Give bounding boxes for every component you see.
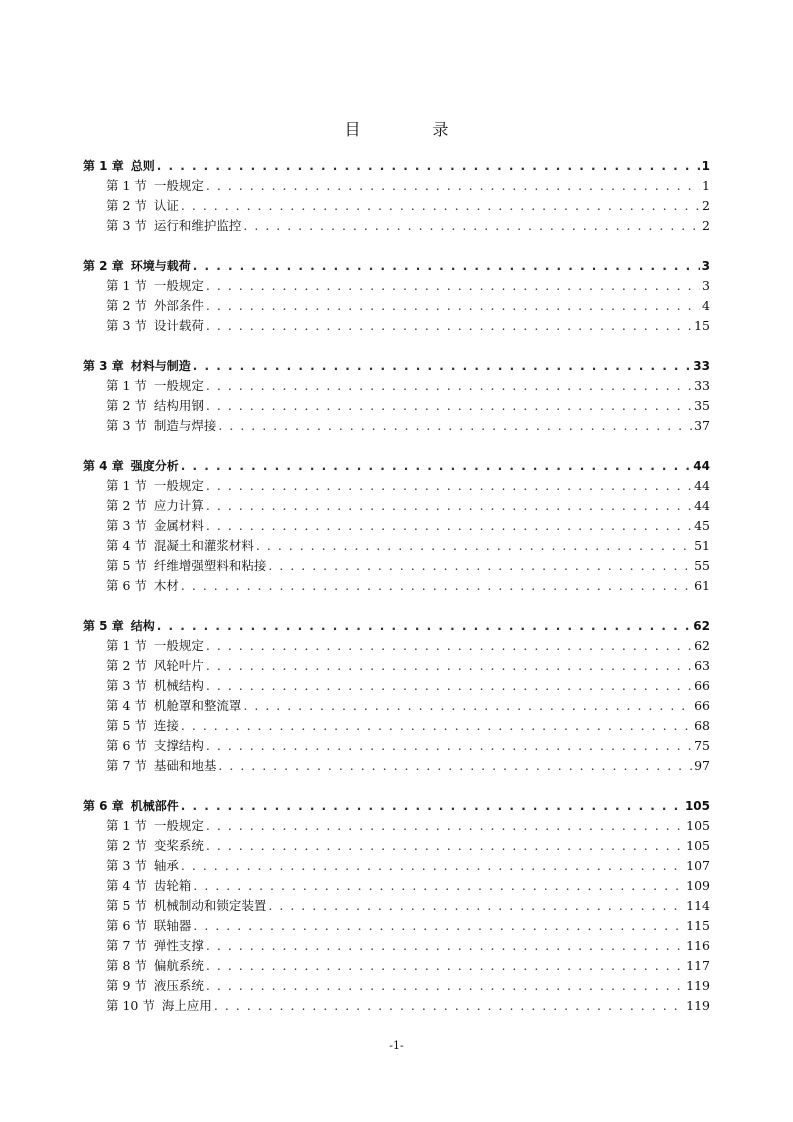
chapter-label — [83, 156, 155, 176]
toc-section-entry[interactable] — [83, 976, 710, 996]
section-label — [106, 376, 204, 396]
section-label — [106, 636, 204, 656]
dot-leader — [181, 196, 700, 216]
section-number: 第 1 节 — [106, 818, 147, 833]
chapter-title: 结构 — [130, 619, 155, 633]
section-title: 制造与焊接 — [153, 418, 217, 433]
chapter-number: 第 4 章 — [83, 459, 124, 473]
section-number: 第 1 节 — [106, 178, 147, 193]
section-title: 变桨系统 — [153, 838, 204, 853]
chapter-group — [83, 156, 710, 236]
section-label — [106, 976, 204, 996]
page-ref: 119 — [686, 998, 710, 1013]
dot-leader — [206, 936, 684, 956]
toc-section-entry[interactable] — [83, 196, 710, 216]
section-title: 金属材料 — [153, 518, 204, 533]
toc-section-entry[interactable] — [83, 296, 710, 316]
dot-leader — [243, 216, 700, 236]
section-number: 第 5 节 — [106, 898, 147, 913]
toc-section-entry[interactable] — [83, 836, 710, 856]
page-ref: 2 — [702, 198, 710, 213]
section-title: 认证 — [153, 198, 179, 213]
section-label — [106, 956, 204, 976]
page-ref: 1 — [702, 178, 710, 193]
toc-section-entry[interactable] — [83, 696, 710, 716]
page-ref: 114 — [686, 898, 710, 913]
section-number: 第 5 节 — [106, 718, 147, 733]
section-title: 一般规定 — [153, 178, 204, 193]
section-label — [106, 756, 216, 776]
section-label — [106, 936, 204, 956]
section-label — [106, 536, 254, 556]
toc-section-entry[interactable] — [83, 536, 710, 556]
section-number: 第 1 节 — [106, 478, 147, 493]
section-number: 第 3 节 — [106, 858, 147, 873]
section-label — [106, 476, 204, 496]
section-label — [106, 176, 204, 196]
section-number: 第 9 节 — [106, 978, 147, 993]
toc-section-entry[interactable] — [83, 716, 710, 736]
page-ref: 97 — [694, 758, 710, 773]
toc-section-entry[interactable] — [83, 516, 710, 536]
chapter-number: 第 6 章 — [83, 799, 124, 813]
chapter-number: 第 1 章 — [83, 159, 124, 173]
toc-chapter-entry[interactable] — [83, 156, 710, 176]
section-title: 混凝土和灌浆材料 — [153, 538, 254, 553]
dot-leader — [181, 856, 684, 876]
dot-leader — [218, 756, 692, 776]
page-ref: 107 — [686, 858, 710, 873]
dot-leader — [206, 976, 684, 996]
section-label — [106, 496, 204, 516]
toc-section-entry[interactable] — [83, 676, 710, 696]
toc-section-entry[interactable] — [83, 956, 710, 976]
dot-leader — [268, 896, 684, 916]
dot-leader — [206, 276, 700, 296]
section-number: 第 5 节 — [106, 558, 147, 573]
toc-section-entry[interactable] — [83, 916, 710, 936]
section-number: 第 3 节 — [106, 418, 147, 433]
page-ref: 15 — [694, 318, 710, 333]
dot-leader — [157, 156, 700, 176]
toc-chapter-entry[interactable] — [83, 796, 710, 816]
dot-leader — [206, 496, 692, 516]
dot-leader — [206, 296, 700, 316]
dot-leader — [206, 676, 692, 696]
table-of-contents — [83, 156, 710, 1036]
section-number: 第 3 节 — [106, 218, 147, 233]
dot-leader — [206, 816, 684, 836]
section-title: 齿轮箱 — [153, 878, 192, 893]
page-ref: 62 — [693, 619, 710, 633]
section-label — [106, 696, 241, 716]
section-label — [106, 556, 266, 576]
toc-section-entry[interactable] — [83, 996, 710, 1016]
section-title: 一般规定 — [153, 478, 204, 493]
section-title: 机械制动和锁定装置 — [153, 898, 267, 913]
section-label — [106, 216, 241, 236]
chapter-label — [83, 456, 179, 476]
section-number: 第 2 节 — [106, 298, 147, 313]
chapter-group — [83, 256, 710, 336]
section-label — [106, 856, 179, 876]
dot-leader — [206, 476, 692, 496]
section-number: 第 6 节 — [106, 578, 147, 593]
section-title: 轴承 — [153, 858, 179, 873]
toc-section-entry[interactable] — [83, 816, 710, 836]
toc-section-entry[interactable] — [83, 576, 710, 596]
chapter-label — [83, 616, 155, 636]
dot-leader — [206, 656, 692, 676]
page-ref: 45 — [694, 518, 710, 533]
toc-section-entry[interactable] — [83, 276, 710, 296]
section-label — [106, 816, 204, 836]
dot-leader — [206, 836, 684, 856]
dot-leader — [206, 316, 692, 336]
toc-section-entry[interactable] — [83, 416, 710, 436]
toc-chapter-entry[interactable] — [83, 356, 710, 376]
section-label — [106, 876, 191, 896]
section-title: 运行和维护监控 — [153, 218, 242, 233]
section-title: 液压系统 — [153, 978, 204, 993]
section-label — [106, 316, 204, 336]
page-ref: 44 — [694, 478, 710, 493]
section-label — [106, 576, 179, 596]
dot-leader — [181, 456, 692, 476]
dot-leader — [193, 356, 692, 376]
section-label — [106, 716, 179, 736]
page-ref: 109 — [686, 878, 710, 893]
page-ref: 66 — [694, 678, 710, 693]
page-ref: 51 — [694, 538, 710, 553]
chapter-group — [83, 356, 710, 436]
page-ref: 33 — [694, 378, 710, 393]
section-number: 第 1 节 — [106, 278, 147, 293]
dot-leader — [181, 716, 692, 736]
page-ref: 3 — [702, 278, 710, 293]
dot-leader — [181, 796, 683, 816]
toc-section-entry[interactable] — [83, 876, 710, 896]
section-number: 第 7 节 — [106, 758, 147, 773]
section-label — [106, 416, 216, 436]
section-number: 第 10 节 — [106, 998, 155, 1013]
dot-leader — [214, 996, 684, 1016]
section-title: 支撑结构 — [153, 738, 204, 753]
section-label — [106, 996, 212, 1016]
page-ref: 62 — [694, 638, 710, 653]
toc-section-entry[interactable] — [83, 736, 710, 756]
toc-chapter-entry[interactable] — [83, 256, 710, 276]
section-number: 第 4 节 — [106, 698, 147, 713]
section-number: 第 1 节 — [106, 638, 147, 653]
section-title: 基础和地基 — [153, 758, 217, 773]
dot-leader — [206, 376, 692, 396]
section-number: 第 7 节 — [106, 938, 147, 953]
dot-leader — [206, 176, 700, 196]
dot-leader — [243, 696, 692, 716]
page-ref: 55 — [694, 558, 710, 573]
toc-section-entry[interactable] — [83, 556, 710, 576]
chapter-title: 环境与载荷 — [130, 259, 191, 273]
section-title: 风轮叶片 — [153, 658, 204, 673]
section-number: 第 2 节 — [106, 498, 147, 513]
section-title: 偏航系统 — [153, 958, 204, 973]
page-ref: 3 — [701, 259, 710, 273]
chapter-group — [83, 616, 710, 776]
section-title: 连接 — [153, 718, 179, 733]
chapter-title: 总则 — [130, 159, 155, 173]
page-ref: 105 — [686, 838, 710, 853]
dot-leader — [193, 876, 684, 896]
section-title: 应力计算 — [153, 498, 204, 513]
section-title: 一般规定 — [153, 378, 204, 393]
section-number: 第 3 节 — [106, 678, 147, 693]
page-ref: 75 — [694, 738, 710, 753]
toc-chapter-entry[interactable] — [83, 456, 710, 476]
chapter-label — [83, 796, 179, 816]
chapter-group — [83, 796, 710, 1016]
section-label — [106, 736, 204, 756]
dot-leader — [157, 616, 692, 636]
page-ref: 105 — [686, 818, 710, 833]
section-number: 第 8 节 — [106, 958, 147, 973]
toc-section-entry[interactable] — [83, 176, 710, 196]
section-title: 一般规定 — [153, 638, 204, 653]
toc-section-entry[interactable] — [83, 396, 710, 416]
section-title: 外部条件 — [153, 298, 204, 313]
toc-section-entry[interactable] — [83, 216, 710, 236]
chapter-label — [83, 256, 191, 276]
dot-leader — [206, 396, 692, 416]
toc-section-entry[interactable] — [83, 636, 710, 656]
page-ref: 117 — [686, 958, 710, 973]
page-ref: 33 — [693, 359, 710, 373]
toc-chapter-entry[interactable] — [83, 616, 710, 636]
section-label — [106, 296, 204, 316]
page-ref: 2 — [702, 218, 710, 233]
dot-leader — [206, 636, 692, 656]
chapter-title: 强度分析 — [130, 459, 179, 473]
section-number: 第 4 节 — [106, 878, 147, 893]
page-ref: 115 — [686, 918, 710, 933]
section-number: 第 3 节 — [106, 318, 147, 333]
dot-leader — [181, 576, 692, 596]
chapter-label — [83, 356, 191, 376]
chapter-title: 材料与制造 — [130, 359, 191, 373]
dot-leader — [193, 916, 684, 936]
toc-section-entry[interactable] — [83, 936, 710, 956]
dot-leader — [218, 416, 692, 436]
toc-section-entry[interactable] — [83, 756, 710, 776]
section-title: 结构用钢 — [153, 398, 204, 413]
page-ref: 1 — [701, 159, 710, 173]
chapter-number: 第 5 章 — [83, 619, 124, 633]
section-label — [106, 836, 204, 856]
section-label — [106, 396, 204, 416]
section-number: 第 2 节 — [106, 398, 147, 413]
toc-section-entry[interactable] — [83, 656, 710, 676]
section-number: 第 4 节 — [106, 538, 147, 553]
chapter-number: 第 3 章 — [83, 359, 124, 373]
section-title: 机械结构 — [153, 678, 204, 693]
section-label — [106, 676, 204, 696]
chapter-number: 第 2 章 — [83, 259, 124, 273]
section-label — [106, 896, 266, 916]
page-ref: 68 — [694, 718, 710, 733]
section-title: 弹性支撑 — [153, 938, 204, 953]
dot-leader — [206, 516, 692, 536]
toc-section-entry[interactable] — [83, 376, 710, 396]
section-title: 机舱罩和整流罩 — [153, 698, 242, 713]
section-label — [106, 656, 204, 676]
section-number: 第 2 节 — [106, 198, 147, 213]
section-label — [106, 916, 191, 936]
section-number: 第 2 节 — [106, 838, 147, 853]
page-ref: 4 — [702, 298, 710, 313]
section-title: 设计载荷 — [153, 318, 204, 333]
chapter-title: 机械部件 — [130, 799, 179, 813]
toc-section-entry[interactable] — [83, 856, 710, 876]
page-ref: 35 — [694, 398, 710, 413]
section-title: 联轴器 — [153, 918, 192, 933]
section-number: 第 2 节 — [106, 658, 147, 673]
page-ref: 61 — [694, 578, 710, 593]
dot-leader — [256, 536, 692, 556]
toc-section-entry[interactable] — [83, 316, 710, 336]
page-ref: 63 — [694, 658, 710, 673]
page-number: -1- — [389, 1039, 404, 1052]
section-title: 木材 — [153, 578, 179, 593]
section-number: 第 6 节 — [106, 738, 147, 753]
toc-section-entry[interactable] — [83, 476, 710, 496]
section-number: 第 1 节 — [106, 378, 147, 393]
page-ref: 37 — [694, 418, 710, 433]
section-title: 一般规定 — [153, 278, 204, 293]
page-ref: 44 — [694, 498, 710, 513]
section-title: 海上应用 — [161, 998, 212, 1013]
page-ref: 66 — [694, 698, 710, 713]
page-ref: 44 — [693, 459, 710, 473]
section-title: 纤维增强塑料和粘接 — [153, 558, 267, 573]
section-label — [106, 276, 204, 296]
dot-leader — [193, 256, 700, 276]
chapter-group — [83, 456, 710, 596]
section-number: 第 3 节 — [106, 518, 147, 533]
section-number: 第 6 节 — [106, 918, 147, 933]
page-ref: 116 — [686, 938, 710, 953]
section-label — [106, 516, 204, 536]
dot-leader — [268, 556, 692, 576]
dot-leader — [206, 736, 692, 756]
page-ref: 105 — [684, 799, 710, 813]
page-title: 目 录 — [344, 120, 477, 139]
dot-leader — [206, 956, 684, 976]
toc-section-entry[interactable] — [83, 896, 710, 916]
section-label — [106, 196, 179, 216]
section-title: 一般规定 — [153, 818, 204, 833]
page-ref: 119 — [686, 978, 710, 993]
toc-section-entry[interactable] — [83, 496, 710, 516]
